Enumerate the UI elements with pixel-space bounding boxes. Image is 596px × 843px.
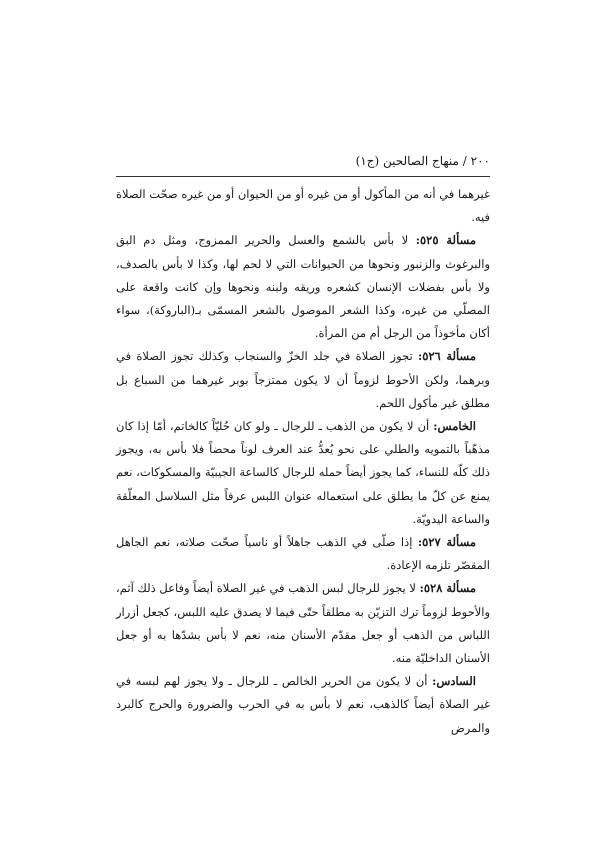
paragraph-text: لا بأس بالشمع والعسل والحرير الممزوج، ومثل دم البق والبرغوث والزنبور ونحوها من الحيوانات التي لا لحم لها، وكذا لا بأس بالصدف، ولا بأس بفضلات الإنسان كشعره وريقه ولبنه ونحوها وإن كانت واقعة على المصلّي من غيره، وكذا الشعر الموصول بالشعر المسمّى بـ(الباروكة)، سواء أكان مأخوذاً من الرجل أم من المرأة. xyxy=(116,233,490,341)
paragraph-text: أن لا يكون من الحرير الخالص ـ للرجال ـ ولا يجوز لهم لبسه في غير الصلاة أيضاً كالذهب، نعم لا بأس به في الحرب والضرورة والحرج كالبرد والمرض xyxy=(116,674,490,735)
running-head: ٢٠٠ / منهاج الصالحين (ج١) xyxy=(355,154,490,168)
page-header xyxy=(116,150,490,177)
issue-label: مسألة ٥٢٨: xyxy=(419,581,476,596)
paragraph-text: تجوز الصلاة في جلد الخزّ والسنجاب وكذلك تجوز الصلاة في وبرهما، ولكن الأحوط لزوماً أن لا يكون ممتزجاً بوبر غيرهما من السباع بل مطلق غير مأكول اللحم. xyxy=(116,349,490,410)
paragraph-condition-fifth xyxy=(116,415,490,531)
paragraph-continuation xyxy=(116,183,490,229)
paragraph-text: لا يجوز للرجال لبس الذهب في غير الصلاة أيضاً وفاعل ذلك آثم، والأحوط لزوماً ترك التزيّن به مطلقاً حتّى فيما لا يصدق عليه اللبس، كجعل أزرار اللباس من الذهب أو جعل مقدّم الأسنان منه، نعم لا بأس بشدّها به أو جعل الأسنان الداخليّة منه. xyxy=(116,581,490,666)
paragraph-issue-528 xyxy=(116,577,490,670)
paragraph-issue-527 xyxy=(116,531,490,577)
paragraph-condition-sixth xyxy=(116,670,490,740)
paragraph-text: غيرهما في أنه من المأكول أو من غيره أو من الحيوان أو من غيره صحّت الصلاة فيه. xyxy=(116,187,490,225)
paragraph-text: أن لا يكون من الذهب ـ للرجال ـ ولو كان حُليّاً كالخاتم، أمّا إذا كان مذهّباً بالتمويه والطلي على نحو يُعدُّ عند العرف لوناً محضاً فلا بأس به، ويجوز ذلك كلّه للنساء، كما يجوز أيضاً حمله للرجال كالساعة الجيبيّة والمسكوكات، نعم يمنع عن كلّ ما يطلق على استعماله عنوان اللبس عرفاً مثل السلاسل المعلّقة والساعة اليدويّة. xyxy=(116,419,490,526)
issue-label: مسألة ٥٢٦: xyxy=(417,349,476,364)
issue-label: مسألة ٥٢٥: xyxy=(415,233,476,248)
condition-label: السادس: xyxy=(432,674,476,689)
paragraph-text: إذا صلّى في الذهب جاهلاً أو ناسياً صحّت صلاته، نعم الجاهل المقصّر تلزمه الإعادة. xyxy=(116,535,490,573)
page-body xyxy=(116,183,490,740)
paragraph-issue-525 xyxy=(116,229,490,345)
paragraph-issue-526 xyxy=(116,345,490,415)
issue-label: مسألة ٥٢٧: xyxy=(417,535,476,550)
condition-label: الخامس: xyxy=(433,419,476,434)
